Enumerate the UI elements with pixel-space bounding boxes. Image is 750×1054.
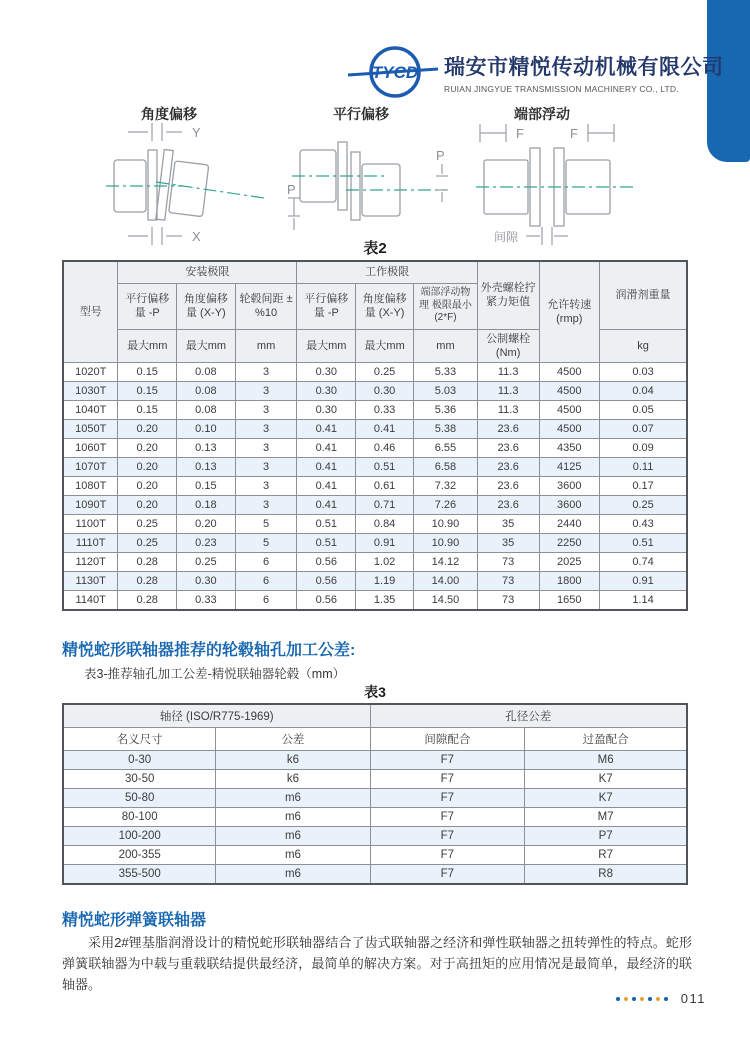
table-cell: 0.11 xyxy=(600,458,687,477)
diagram-title-parallel: 平行偏移 xyxy=(333,106,389,122)
table-cell: 5.38 xyxy=(414,420,478,439)
table-cell: 0.25 xyxy=(118,515,177,534)
table-cell: 2440 xyxy=(539,515,600,534)
parallel-offset-diagram xyxy=(286,118,454,250)
table-header-row xyxy=(63,727,687,750)
table-cell: 3 xyxy=(235,477,297,496)
col-model: 型号 xyxy=(63,261,118,363)
table-cell: F7 xyxy=(370,750,525,769)
table-cell: 0.05 xyxy=(600,401,687,420)
table-row xyxy=(63,845,687,864)
table-cell: 0.84 xyxy=(356,515,414,534)
table-cell: F7 xyxy=(370,788,525,807)
table-cell: 50-80 xyxy=(63,788,216,807)
table-cell: 1.19 xyxy=(356,572,414,591)
table-row xyxy=(63,382,687,401)
table-cell: M6 xyxy=(525,750,687,769)
table-cell: 3 xyxy=(235,401,297,420)
col-end-float: 端部浮动物理 极限最小 (2*F) xyxy=(414,283,478,329)
table-cell: 0.20 xyxy=(118,439,177,458)
table-cell: 0.30 xyxy=(297,363,356,382)
table-row xyxy=(63,864,687,884)
table-cell: 23.6 xyxy=(477,477,539,496)
table-cell: 4350 xyxy=(539,439,600,458)
table-cell: 23.6 xyxy=(477,420,539,439)
unit-cell: kg xyxy=(600,329,687,363)
company-name-en: RUIAN JINGYUE TRANSMISSION MACHINERY CO., LTD. xyxy=(444,83,679,94)
table-cell: 6 xyxy=(235,572,297,591)
dot-icon xyxy=(648,997,652,1001)
table-row xyxy=(63,515,687,534)
table3-caption: 表3 xyxy=(364,684,386,700)
table-cell: 0.20 xyxy=(118,420,177,439)
company-logo xyxy=(346,42,440,102)
table-row xyxy=(63,401,687,420)
dot-icon xyxy=(616,997,620,1001)
table-cell: 35 xyxy=(477,515,539,534)
table-cell: 2250 xyxy=(539,534,600,553)
centerline xyxy=(106,182,264,198)
table-cell: 73 xyxy=(477,572,539,591)
table-cell: 0.20 xyxy=(118,477,177,496)
table-row xyxy=(63,572,687,591)
table-cell: F7 xyxy=(370,864,525,884)
table-cell: 0.30 xyxy=(356,382,414,401)
unit-cell: 最大mm xyxy=(297,329,356,363)
dot-icon xyxy=(640,997,644,1001)
table-cell: 0.17 xyxy=(600,477,687,496)
table-cell: K7 xyxy=(525,769,687,788)
col-tolerance: 公差 xyxy=(216,727,370,750)
table-cell: 0.56 xyxy=(297,591,356,611)
table-row xyxy=(63,477,687,496)
table-row xyxy=(63,591,687,611)
col-housing-bolt-torque: 外壳螺栓拧 紧力矩值 xyxy=(477,261,539,329)
table2-caption: 表2 xyxy=(363,240,387,257)
table-cell: 5 xyxy=(235,515,297,534)
table-cell: 0.13 xyxy=(177,439,236,458)
table-cell: 3 xyxy=(235,382,297,401)
group-shaft-diameter: 轴径 (ISO/R775-1969) xyxy=(63,704,370,727)
table-cell: F7 xyxy=(370,826,525,845)
table-cell: 11.3 xyxy=(477,363,539,382)
table-row xyxy=(63,534,687,553)
table2-head xyxy=(63,261,687,363)
table-cell: m6 xyxy=(216,845,370,864)
table-cell: 0.91 xyxy=(356,534,414,553)
table-cell: 0.41 xyxy=(297,439,356,458)
dot-icon xyxy=(664,997,668,1001)
table-cell: 0.07 xyxy=(600,420,687,439)
table-cell: 1090T xyxy=(63,496,118,515)
group-work-limits: 工作极限 xyxy=(297,261,477,283)
bore-section-subtitle: 表3-推荐轴孔加工公差-精悦联轴器轮毂（mm） xyxy=(84,667,346,681)
table-row xyxy=(63,826,687,845)
table-row xyxy=(63,769,687,788)
table-cell: 0.33 xyxy=(177,591,236,611)
table-cell: 3 xyxy=(235,420,297,439)
table-cell: 0.15 xyxy=(118,382,177,401)
table-cell: 4500 xyxy=(539,363,600,382)
company-header xyxy=(346,42,724,102)
table-cell: R8 xyxy=(525,864,687,884)
col-clearance-fit: 间隙配合 xyxy=(370,727,525,750)
table-cell: 3600 xyxy=(539,496,600,515)
table-cell: F7 xyxy=(370,769,525,788)
table-cell: 1040T xyxy=(63,401,118,420)
table-cell: 1070T xyxy=(63,458,118,477)
table-cell: m6 xyxy=(216,826,370,845)
angular-offset-diagram xyxy=(100,118,272,250)
table-cell: 0.20 xyxy=(118,496,177,515)
table-header-row xyxy=(63,704,687,727)
table-row xyxy=(63,788,687,807)
table-cell: 0.18 xyxy=(177,496,236,515)
table-cell: 1020T xyxy=(63,363,118,382)
table-cell: 4500 xyxy=(539,401,600,420)
table-cell: 0.51 xyxy=(356,458,414,477)
table-cell: F7 xyxy=(370,807,525,826)
dot-icon xyxy=(632,997,636,1001)
table-cell: 1030T xyxy=(63,382,118,401)
table-cell: 0.41 xyxy=(297,420,356,439)
table-cell: k6 xyxy=(216,750,370,769)
dimension-marks xyxy=(480,124,614,245)
table-cell: k6 xyxy=(216,769,370,788)
logo-text: TYCD xyxy=(371,63,419,82)
table-cell: m6 xyxy=(216,864,370,884)
table-cell: m6 xyxy=(216,788,370,807)
table-cell: 5 xyxy=(235,534,297,553)
unit-cell: 最大mm xyxy=(177,329,236,363)
table-cell: 0.33 xyxy=(356,401,414,420)
dim-label-x: X xyxy=(192,229,201,244)
table-cell: 0.51 xyxy=(600,534,687,553)
table-cell: 3 xyxy=(235,363,297,382)
table-cell: 1140T xyxy=(63,591,118,611)
page-number: 011 xyxy=(680,991,706,1006)
table-cell: 0.23 xyxy=(177,534,236,553)
table-row xyxy=(63,363,687,382)
table-cell: 1650 xyxy=(539,591,600,611)
table-row xyxy=(63,750,687,769)
col-work-parallel: 平行偏移量 -P xyxy=(297,283,356,329)
table-cell: 0.15 xyxy=(177,477,236,496)
table-header-row xyxy=(63,261,687,283)
table-cell: 1110T xyxy=(63,534,118,553)
company-names xyxy=(444,51,724,94)
table-cell: 14.50 xyxy=(414,591,478,611)
table-cell: 23.6 xyxy=(477,496,539,515)
table-cell: 1.02 xyxy=(356,553,414,572)
table-cell: 100-200 xyxy=(63,826,216,845)
table-cell: 1080T xyxy=(63,477,118,496)
table-cell: 11.3 xyxy=(477,401,539,420)
col-lubricant-weight: 润滑剂重量 xyxy=(600,261,687,329)
spring-section-paragraph: 采用2#锂基脂润滑设计的精悦蛇形联轴器结合了齿式联轴器之经济和弹性联轴器之扭转弹性的特点。蛇形弹簧联轴器为中载与重载联结提供最经济，最简单的解决方案。对于高扭矩的应用情况是最简单，最经济的联轴器。 xyxy=(62,935,692,992)
end-float-diagram xyxy=(470,116,642,250)
table-cell: 2025 xyxy=(539,553,600,572)
table-cell: 0.28 xyxy=(118,553,177,572)
unit-cell: 公制螺栓 (Nm) xyxy=(477,329,539,363)
table-cell: 4500 xyxy=(539,382,600,401)
table-cell: 6.58 xyxy=(414,458,478,477)
table-cell: 1050T xyxy=(63,420,118,439)
table-cell: 10.90 xyxy=(414,515,478,534)
table-cell: 3 xyxy=(235,439,297,458)
dim-label-y: Y xyxy=(192,125,201,140)
table-cell: 0.46 xyxy=(356,439,414,458)
table-cell: 0.08 xyxy=(177,363,236,382)
table-cell: 5.36 xyxy=(414,401,478,420)
table-cell: 5.03 xyxy=(414,382,478,401)
table-cell: 14.12 xyxy=(414,553,478,572)
table-cell: 14.00 xyxy=(414,572,478,591)
table-cell: 7.32 xyxy=(414,477,478,496)
col-install-angular: 角度偏移量 (X-Y) xyxy=(177,283,236,329)
table-cell: F7 xyxy=(370,845,525,864)
table-cell: 0.41 xyxy=(297,458,356,477)
table-cell: 0.41 xyxy=(297,496,356,515)
table-cell: R7 xyxy=(525,845,687,864)
table-cell: 3 xyxy=(235,496,297,515)
table-cell: 6 xyxy=(235,591,297,611)
table3-head xyxy=(63,704,687,750)
table-row xyxy=(63,807,687,826)
unit-cell: 最大mm xyxy=(356,329,414,363)
table-cell: 0.51 xyxy=(297,515,356,534)
table-cell: 6.55 xyxy=(414,439,478,458)
table-cell: 1800 xyxy=(539,572,600,591)
table-cell: 3600 xyxy=(539,477,600,496)
bore-section-title: 精悦蛇形联轴器推荐的轮毂轴孔加工公差: xyxy=(62,642,356,659)
group-install-limits: 安装极限 xyxy=(118,261,297,283)
table-cell: 23.6 xyxy=(477,439,539,458)
table-cell: 0.25 xyxy=(177,553,236,572)
table-cell: M7 xyxy=(525,807,687,826)
page-footer xyxy=(616,991,706,1006)
diagram-title-angular: 角度偏移 xyxy=(141,106,197,122)
table-cell: 1.14 xyxy=(600,591,687,611)
table-cell: 23.6 xyxy=(477,458,539,477)
table-cell: 0.30 xyxy=(297,401,356,420)
table-cell: 0.25 xyxy=(356,363,414,382)
table-cell: 80-100 xyxy=(63,807,216,826)
col-install-parallel: 平行偏移量 -P xyxy=(118,283,177,329)
table-cell: 0.56 xyxy=(297,572,356,591)
table-cell: 0.28 xyxy=(118,591,177,611)
table-cell: 73 xyxy=(477,591,539,611)
table-row xyxy=(63,496,687,515)
table3-body xyxy=(63,750,687,884)
tolerance-table xyxy=(62,703,688,885)
table-cell: 1130T xyxy=(63,572,118,591)
table-cell: 7.26 xyxy=(414,496,478,515)
dim-label-f-right: F xyxy=(570,126,578,141)
table-cell: 355-500 xyxy=(63,864,216,884)
table-cell: 0-30 xyxy=(63,750,216,769)
table-cell: 0.25 xyxy=(118,534,177,553)
dim-label-gap: 间隙 xyxy=(494,230,519,244)
table-cell: 0.20 xyxy=(177,515,236,534)
dot-icon xyxy=(624,997,628,1001)
col-nominal-size: 名义尺寸 xyxy=(63,727,216,750)
table-row xyxy=(63,420,687,439)
table-cell: 0.56 xyxy=(297,553,356,572)
table-cell: P7 xyxy=(525,826,687,845)
table-cell: 0.41 xyxy=(356,420,414,439)
coupling-outline xyxy=(114,150,210,225)
table-cell: 11.3 xyxy=(477,382,539,401)
unit-cell: mm xyxy=(235,329,297,363)
dim-label-f-left: F xyxy=(516,126,524,141)
col-allowed-speed: 允许转速 (rmp) xyxy=(539,261,600,363)
table-cell: 30-50 xyxy=(63,769,216,788)
table-cell: 0.25 xyxy=(600,496,687,515)
group-bore-tolerance: 孔径公差 xyxy=(370,704,687,727)
unit-cell: mm xyxy=(414,329,478,363)
table-cell: 1060T xyxy=(63,439,118,458)
table-cell: 0.08 xyxy=(177,382,236,401)
col-interference-fit: 过盈配合 xyxy=(525,727,687,750)
col-hub-gap: 轮毂间距 ±%10 xyxy=(235,283,297,329)
table-row xyxy=(63,553,687,572)
spec-table xyxy=(62,260,688,611)
table-cell: 0.28 xyxy=(118,572,177,591)
dimension-marks xyxy=(288,164,448,230)
company-name-cn: 瑞安市精悦传动机械有限公司 xyxy=(444,55,724,79)
dim-label-p-left: P xyxy=(287,182,296,197)
table-cell: 1120T xyxy=(63,553,118,572)
table-cell: K7 xyxy=(525,788,687,807)
table-cell: 0.61 xyxy=(356,477,414,496)
table-cell: 1.35 xyxy=(356,591,414,611)
table-cell: 0.30 xyxy=(177,572,236,591)
table-cell: 35 xyxy=(477,534,539,553)
table-cell: 0.13 xyxy=(177,458,236,477)
table-cell: 0.43 xyxy=(600,515,687,534)
dim-label-p-right: P xyxy=(436,148,445,163)
table-row xyxy=(63,439,687,458)
table-cell: 0.15 xyxy=(118,401,177,420)
dot-icon xyxy=(656,997,660,1001)
table-cell: 0.03 xyxy=(600,363,687,382)
table-cell: 10.90 xyxy=(414,534,478,553)
coupling-outline xyxy=(300,142,400,220)
table-cell: 0.74 xyxy=(600,553,687,572)
table-cell: 0.71 xyxy=(356,496,414,515)
table-cell: 4125 xyxy=(539,458,600,477)
table2-body xyxy=(63,363,687,611)
col-work-angular: 角度偏移量 (X-Y) xyxy=(356,283,414,329)
unit-cell: 最大mm xyxy=(118,329,177,363)
table-cell: 0.09 xyxy=(600,439,687,458)
footer-dots xyxy=(616,997,668,1001)
table-cell: 5.33 xyxy=(414,363,478,382)
spring-section-title: 精悦蛇形弹簧联轴器 xyxy=(62,912,207,929)
table-cell: 1100T xyxy=(63,515,118,534)
centerline xyxy=(292,176,446,190)
table-cell: 0.51 xyxy=(297,534,356,553)
table-cell: 0.04 xyxy=(600,382,687,401)
table-cell: 0.08 xyxy=(177,401,236,420)
table-cell: 0.20 xyxy=(118,458,177,477)
table-cell: 0.41 xyxy=(297,477,356,496)
table-cell: 0.15 xyxy=(118,363,177,382)
table-cell: 0.10 xyxy=(177,420,236,439)
table-cell: m6 xyxy=(216,807,370,826)
dimension-marks xyxy=(128,123,182,245)
table-cell: 73 xyxy=(477,553,539,572)
table-cell: 0.30 xyxy=(297,382,356,401)
diagram-title-endfloat: 端部浮动 xyxy=(514,106,570,122)
table-row xyxy=(63,458,687,477)
table-cell: 200-355 xyxy=(63,845,216,864)
table-cell: 6 xyxy=(235,553,297,572)
table-cell: 3 xyxy=(235,458,297,477)
table-cell: 4500 xyxy=(539,420,600,439)
table-cell: 0.91 xyxy=(600,572,687,591)
